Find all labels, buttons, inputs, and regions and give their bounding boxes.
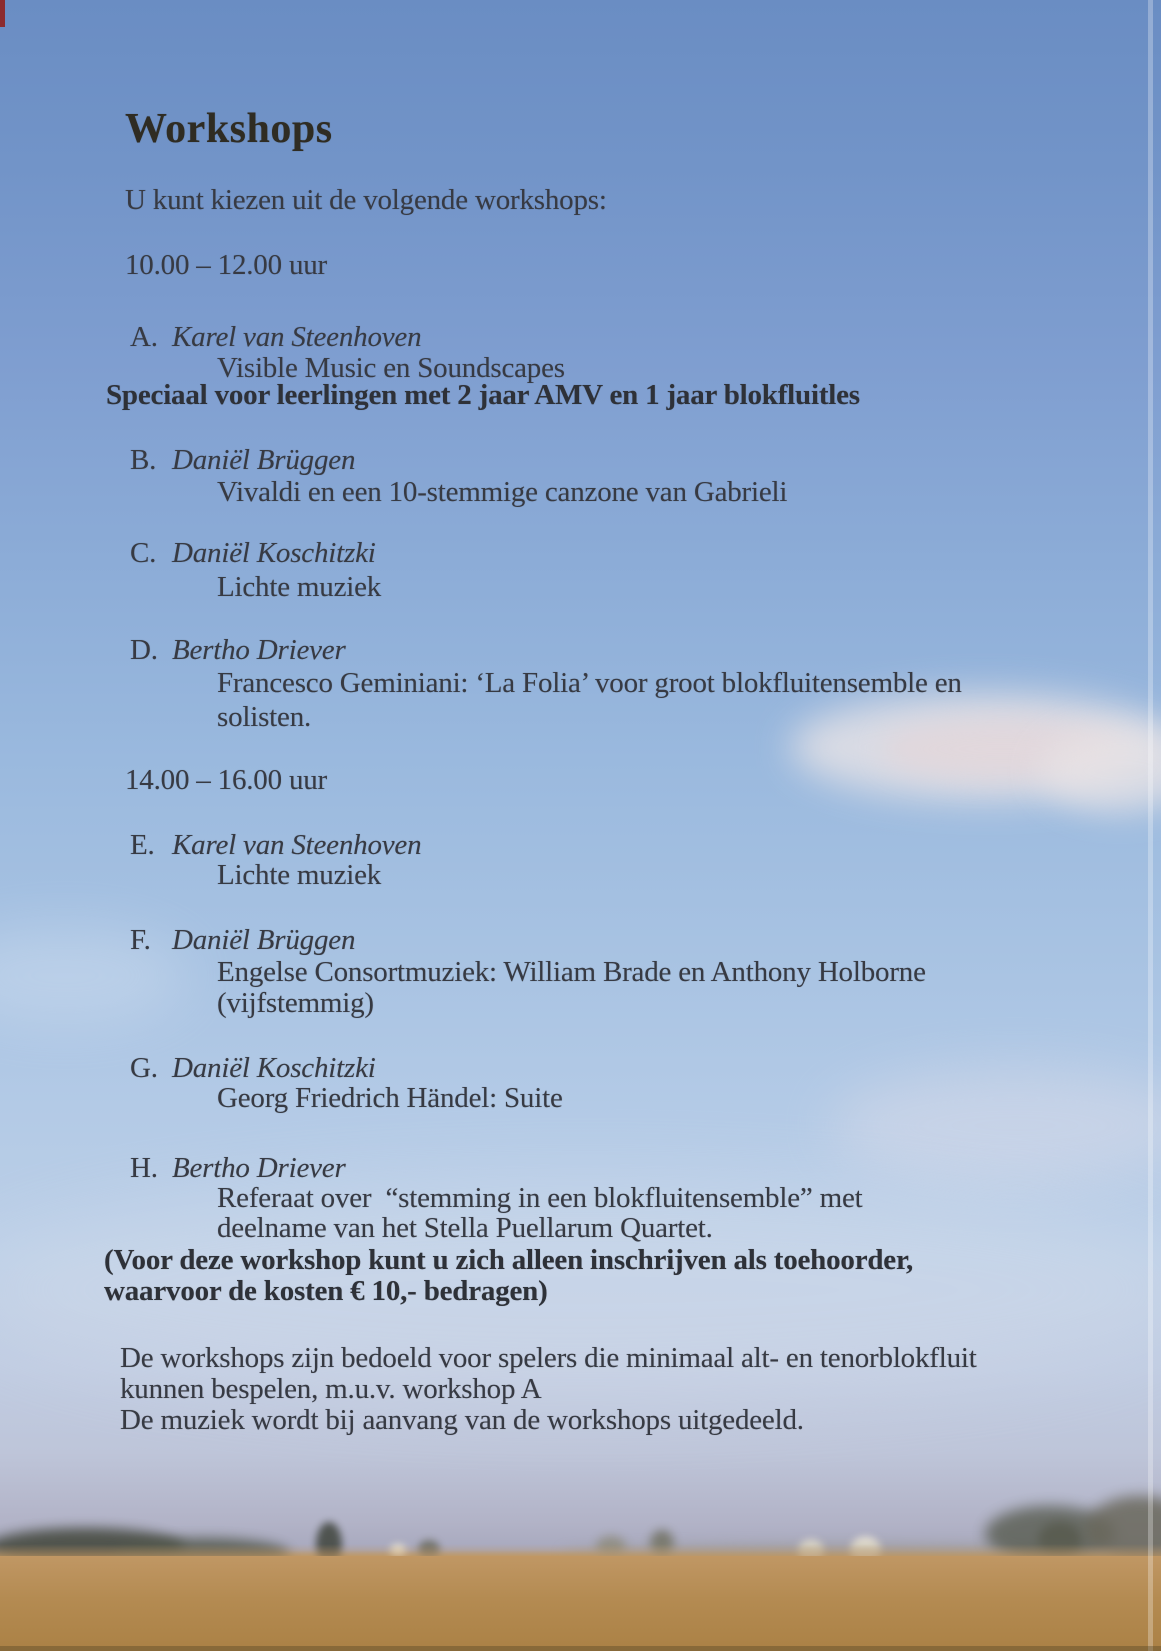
- workshop-b-description: Vivaldi en een 10-stemmige canzone van Gabrieli: [217, 476, 788, 508]
- workshop-d-description-2: solisten.: [217, 701, 312, 733]
- page-title: Workshops: [125, 106, 333, 152]
- workshop-leader: Bertho Driever: [172, 634, 346, 666]
- workshop-f-header: [130, 925, 355, 956]
- workshop-c-description: Lichte muziek: [217, 571, 382, 603]
- intro-line: U kunt kiezen uit de volgende workshops:: [125, 184, 607, 216]
- workshop-h-note-1: (Voor deze workshop kunt u zich alleen inschrijven als toehoorder,: [104, 1244, 914, 1276]
- workshop-leader: Daniël Koschitzki: [172, 537, 376, 569]
- workshop-letter: H.: [130, 1152, 158, 1184]
- workshop-e-header: [130, 830, 421, 861]
- workshop-h-description-1: Referaat over “stemming in een blokfluitensemble” met: [217, 1182, 863, 1214]
- workshop-letter: F.: [130, 924, 151, 956]
- workshop-leader: Daniël Koschitzki: [172, 1052, 376, 1084]
- workshop-letter: G.: [130, 1052, 158, 1084]
- workshop-letter: D.: [130, 634, 158, 666]
- workshop-f-description-1: Engelse Consortmuziek: William Brade en Anthony Holborne: [217, 956, 926, 988]
- workshop-b-header: [130, 445, 355, 476]
- session-time-morning: 10.00 – 12.00 uur: [125, 249, 328, 281]
- footer-line-3: De muziek wordt bij aanvang van de workshops uitgedeeld.: [120, 1404, 804, 1436]
- workshop-d-description-1: Francesco Geminiani: ‘La Folia’ voor groot blokfluitensemble en: [217, 667, 962, 699]
- footer-line-2: kunnen bespelen, m.u.v. workshop A: [120, 1373, 542, 1405]
- scan-artifact-bottom: [0, 1646, 1161, 1651]
- scan-artifact-edge: [1148, 0, 1153, 1651]
- workshop-letter: E.: [130, 829, 155, 861]
- workshop-f-description-2: (vijfstemmig): [217, 987, 374, 1019]
- workshop-h-description-2: deelname van het Stella Puellarum Quartet.: [217, 1212, 713, 1244]
- workshop-leader: Karel van Steenhoven: [172, 321, 422, 353]
- workshop-h-header: [130, 1153, 346, 1184]
- workshop-letter: A.: [130, 321, 158, 353]
- workshop-leader: Bertho Driever: [172, 1152, 346, 1184]
- field: [0, 1556, 1161, 1651]
- workshop-c-header: [130, 538, 376, 569]
- workshop-leader: Daniël Brüggen: [172, 924, 356, 956]
- workshop-leader: Daniël Brüggen: [172, 444, 356, 476]
- workshop-letter: C.: [130, 537, 157, 569]
- workshop-letter: B.: [130, 444, 157, 476]
- workshop-d-header: [130, 635, 346, 666]
- workshop-h-note-2: waarvoor de kosten € 10,- bedragen): [104, 1275, 548, 1307]
- workshop-a-description: Visible Music en Soundscapes: [217, 352, 565, 384]
- footer-line-1: De workshops zijn bedoeld voor spelers die minimaal alt- en tenorblokfluit: [120, 1342, 977, 1374]
- workshop-a-header: [130, 322, 421, 353]
- workshop-g-header: [130, 1053, 376, 1084]
- session-time-afternoon: 14.00 – 16.00 uur: [125, 764, 328, 796]
- workshop-a-note: Speciaal voor leerlingen met 2 jaar AMV en 1 jaar blokfluitles: [106, 379, 860, 411]
- workshop-leader: Karel van Steenhoven: [172, 829, 422, 861]
- workshop-e-description: Lichte muziek: [217, 859, 382, 891]
- workshop-g-description: Georg Friedrich Händel: Suite: [217, 1082, 563, 1114]
- scan-artifact-corner: [0, 0, 5, 27]
